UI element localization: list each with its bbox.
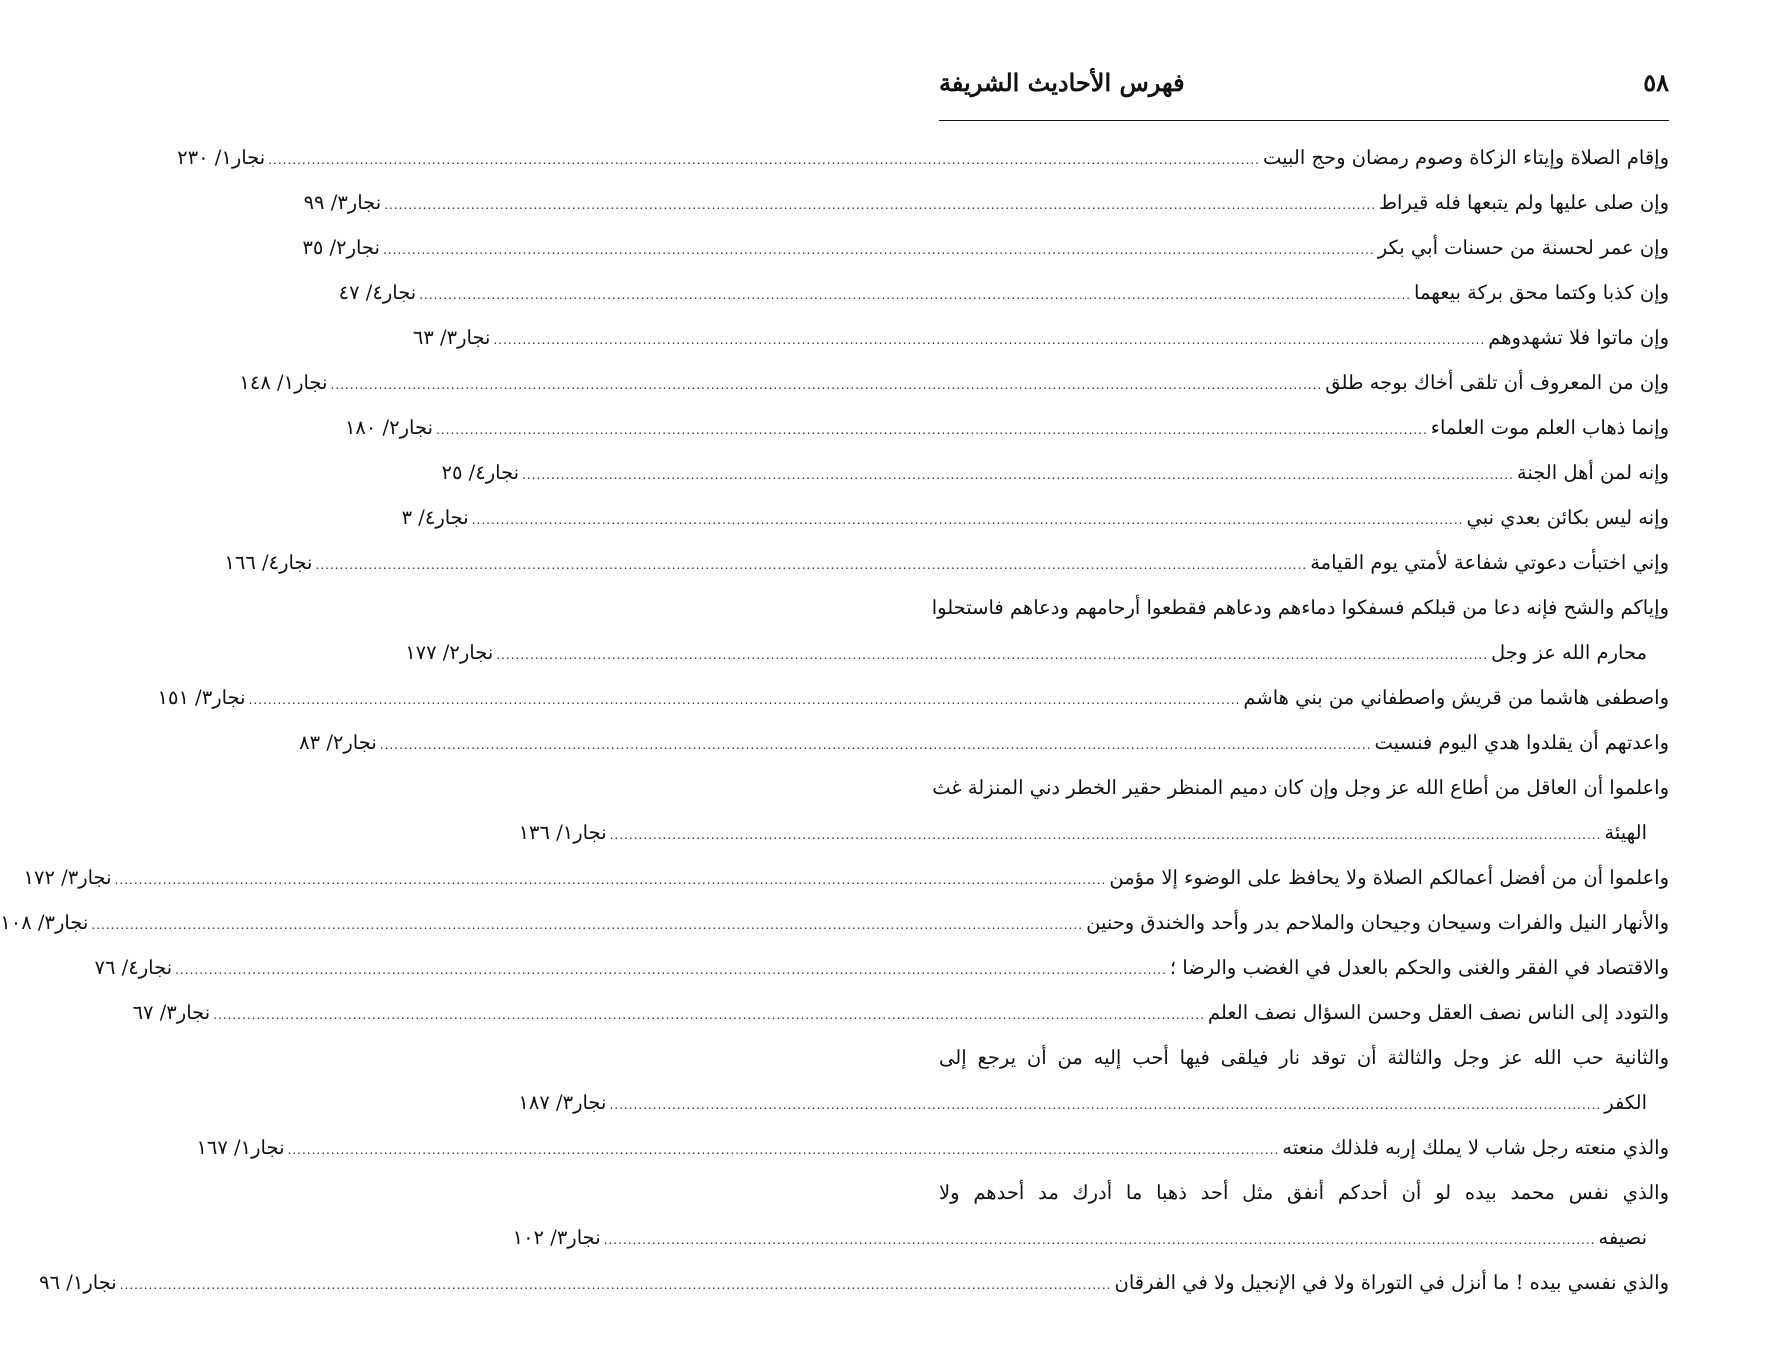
hadith-text-first-line: والذي نفس محمد بيده لو أن أحدكم أنفق مثل أحد ذهبا ما أدرك مد أحدهم ولا [939,1181,1669,1204]
hadith-text-first-line: وإياكم والشح فإنه دعا من قبلكم فسفكوا دماءهم ودعاهم فقطعوا أرحامهم ودعاهم فاستحلوا [931,596,1669,619]
index-entry [344,408,1669,453]
index-entry [401,498,1669,543]
leader-dots [436,410,1428,450]
hadith-text: وإنما ذهاب العلم موت العلماء [1430,416,1669,439]
index-entry [0,903,1669,948]
index-entry [299,723,1669,768]
reference: نجار٣/ ١٠٨ [0,911,89,934]
hadith-text: وإن كذبا وكتما محق بركة بيعهما [1414,281,1669,304]
leader-dots [604,1220,1596,1260]
index-entry [412,318,1669,363]
reference: نجار١/ ١٦٧ [196,1136,285,1159]
hadith-text: وإن صلى عليها ولم يتبعها فله قيراط [1378,191,1669,214]
hadith-text: والأنهار النيل والفرات وسيحان وجيحان والملاحم بدر وأحد والخندق وحنين [1086,911,1669,934]
leader-dots [213,995,1205,1035]
page-number: ٥٨ [1643,68,1669,97]
leader-dots [115,860,1107,900]
index-entry [157,678,1669,723]
reference: نجار٣/ ٦٧ [132,1001,211,1024]
reference: نجار٤/ ٧٦ [94,956,173,979]
reference: نجار١/ ٩٦ [39,1271,117,1294]
hadith-text: واعدتهم أن يقلدوا هدي اليوم فنسيت [1374,731,1669,754]
hadith-text: والتودد إلى الناس نصف العقل وحسن السؤال نصف العلم [1207,1001,1669,1024]
index-entry [302,228,1669,273]
reference: نجار٢/ ٨٣ [299,731,377,754]
index-entry [441,453,1669,498]
hadith-text: وإنه ليس بكائن بعدي نبي [1466,506,1669,529]
reference: نجار٤/ ٣ [401,506,469,529]
reference: نجار٣/ ٩٩ [303,191,382,214]
leader-dots [268,140,1260,180]
hadith-text: وإنه لمن أهل الجنة [1516,461,1669,484]
hadith-text: الكفر [1604,1091,1647,1114]
hadith-text-first-line: والثانية حب الله عز وجل والثالثة أن توقد نار فيلقى فيها أحب إليه من أن يرجع إلى [939,1046,1669,1069]
leader-dots [493,320,1485,360]
hadith-text: وإن من المعروف أن تلقى أخاك بوجه طلق [1325,371,1669,394]
page-title: فهرس الأحاديث الشريفة [939,68,1185,97]
hadith-text: الهيئة [1604,821,1647,844]
index-entry [23,858,1669,903]
index-entry [132,993,1669,1038]
reference: نجار٣/ ٦٣ [412,326,491,349]
index-entry [518,1038,1669,1128]
hadith-text: نصيفه [1598,1226,1647,1249]
reference: نجار٣/ ١٠٢ [512,1226,601,1249]
reference: نجار٢/ ١٧٧ [405,641,494,664]
hadith-text: وإن ماتوا فلا تشهدوهم [1488,326,1669,349]
index-entry [224,543,1669,588]
leader-dots [91,905,1083,945]
index-entry [303,183,1669,228]
hadith-index-list [0,138,1669,1308]
hadith-text: والذي منعته رجل شاب لا يملك إربه فلذلك منعته [1282,1136,1669,1159]
page-header [939,60,1669,110]
hadith-text: وإن عمر لحسنة من حسنات أبي بكر [1377,236,1669,259]
leader-dots [472,500,1464,540]
leader-dots [288,1130,1280,1170]
hadith-text: محارم الله عز وجل [1491,641,1647,664]
reference: نجار١/ ١٤٨ [239,371,328,394]
reference: نجار٢/ ٣٥ [302,236,380,259]
index-entry [239,363,1669,408]
hadith-text: والاقتصاد في الفقر والغنى والحكم بالعدل في الغضب والرضا ؛ [1169,956,1669,979]
index-entry [196,1128,1669,1173]
leader-dots [249,680,1241,720]
reference: نجار٣/ ١٥١ [157,686,246,709]
index-entry [338,273,1669,318]
leader-dots [419,275,1411,315]
leader-dots [384,185,1376,225]
hadith-text: وإني اختبأت دعوتي شفاعة لأمتي يوم القيامة [1310,551,1669,574]
leader-dots [609,1085,1601,1125]
leader-dots [496,635,1488,675]
reference: نجار١/ ٢٣٠ [177,146,266,169]
index-entry [94,948,1669,993]
leader-dots [330,365,1322,405]
leader-dots [610,815,1602,855]
hadith-text-first-line: واعلموا أن العاقل من أطاع الله عز وجل وإن كان دميم المنظر حقير الخطر دني المنزلة غث [932,776,1669,799]
index-entry [405,588,1669,678]
hadith-text: واعلموا أن من أفضل أعمالكم الصلاة ولا يحافظ على الوضوء إلا مؤمن [1109,866,1669,889]
reference: نجار٣/ ١٨٧ [518,1091,607,1114]
reference: نجار٣/ ١٧٢ [23,866,112,889]
hadith-text: والذي نفسي بيده ! ما أنزل في التوراة ولا في الإنجيل ولا في الفرقان [1114,1271,1669,1294]
leader-dots [120,1265,1112,1305]
leader-dots [380,725,1372,765]
leader-dots [315,545,1307,585]
reference: نجار١/ ١٣٦ [518,821,607,844]
index-entry [518,768,1669,858]
leader-dots [383,230,1375,270]
reference: نجار٤/ ٢٥ [441,461,520,484]
index-entry [512,1173,1669,1263]
reference: نجار٢/ ١٨٠ [344,416,433,439]
reference: نجار٤/ ٤٧ [338,281,417,304]
index-entry [177,138,1669,183]
header-rule [939,120,1669,121]
hadith-text: وإقام الصلاة وإيتاء الزكاة وصوم رمضان وحج البيت [1263,146,1669,169]
leader-dots [522,455,1514,495]
index-entry [39,1263,1669,1308]
leader-dots [175,950,1167,990]
hadith-text: واصطفى هاشما من قريش واصطفاني من بني هاشم [1243,686,1669,709]
reference: نجار٤/ ١٦٦ [224,551,313,574]
